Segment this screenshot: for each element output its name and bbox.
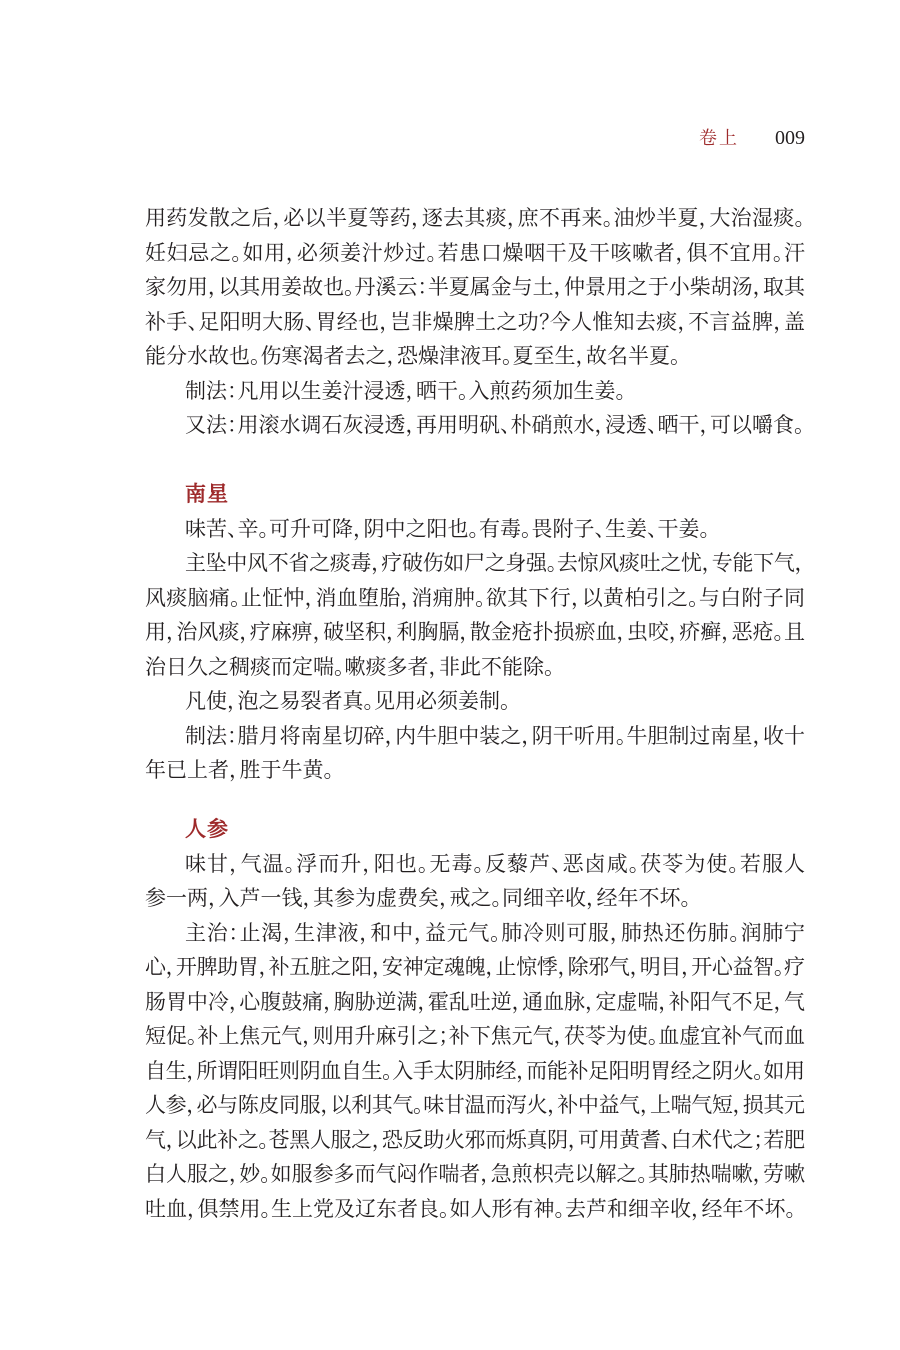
paragraph bbox=[145, 916, 805, 1227]
text-line: 主治：止渴，生津液，和中，益元气。肺冷则可服，肺热还伤肺。润肺宁 bbox=[185, 920, 806, 945]
paragraph bbox=[145, 684, 805, 719]
paragraph bbox=[145, 546, 805, 684]
text-line: 治日久之稠痰而定喘。嗽痰多者，非此不能除。 bbox=[145, 654, 555, 679]
text-line: 风痰脑痛。止怔忡，消血堕胎，消痈肿。欲其下行，以黄柏引之。与白附子同 bbox=[145, 585, 806, 610]
text-line: 气，以此补之。苍黑人服之，恐反助火邪而烁真阴，可用黄耆、白术代之；若肥 bbox=[145, 1127, 805, 1152]
paragraph bbox=[145, 719, 805, 788]
text-line: 能分水故也。伤寒渴者去之，恐燥津液耳。夏至生，故名半夏。 bbox=[145, 344, 681, 368]
text-line: 主坠中风不省之痰毒，疗破伤如尸之身强。去惊风痰吐之忧，专能下气， bbox=[185, 551, 805, 575]
text-line: 补手、足阳明大肠、胃经也，岂非燥脾土之功？今人惟知去痰，不言益脾，盖 bbox=[145, 309, 806, 334]
paragraph bbox=[145, 512, 805, 547]
volume-label: 卷上 bbox=[699, 128, 739, 149]
text-line: 制法：凡用以生姜汁浸透，晒干。入煎药须加生姜。 bbox=[185, 378, 626, 403]
entry-section bbox=[145, 477, 805, 788]
paragraph bbox=[145, 847, 805, 916]
text-line: 味苦、辛。可升可降，阴中之阳也。有毒。畏附子、生姜、干姜。 bbox=[185, 516, 710, 541]
text-line: 用，治风痰，疗麻痹，破坚积，利胸膈，散金疮扑损瘀血，虫咬，疥癣，恶疮。且 bbox=[145, 620, 805, 644]
continued-section bbox=[145, 201, 805, 443]
text-line: 年已上者，胜于牛黄。 bbox=[145, 758, 334, 782]
text-line: 制法：腊月将南星切碎，内牛胆中装之，阴干听用。牛胆制过南星，收十 bbox=[185, 723, 806, 748]
text-line: 白人服之，妙。如服参多而气闷作喘者，急煎枳壳以解之。其肺热喘嗽，劳嗽 bbox=[145, 1162, 805, 1186]
text-line: 凡使，泡之易裂者真。见用必须姜制。 bbox=[185, 689, 511, 713]
text-line: 自生，所谓阳旺则阴血自生。入手太阴肺经，而能补足阳明胃经之阴火。如用 bbox=[145, 1058, 805, 1083]
text-line: 味甘，气温。浮而升，阳也。无毒。反藜芦、恶卤咸。茯苓为使。若服人 bbox=[185, 851, 807, 876]
paragraph bbox=[145, 408, 805, 443]
entry-section bbox=[145, 812, 805, 1226]
text-line: 心，开脾助胃，补五脏之阳，安神定魂魄，止惊悸，除邪气，明目，开心益智。疗 bbox=[145, 955, 805, 979]
text-line: 妊妇忌之。如用，必须姜汁炒过。若患口燥咽干及干咳嗽者，俱不宜用。汗 bbox=[145, 240, 806, 265]
text-line: 肠胃中冷，心腹鼓痛，胸胁逆满，霍乱吐逆，通血脉，定虚喘，补阳气不足，气 bbox=[145, 989, 805, 1014]
page-number: 009 bbox=[775, 127, 805, 149]
text-line: 人参，必与陈皮同服，以利其气。味甘温而泻火，补中益气，上喘气短，损其元 bbox=[145, 1093, 805, 1117]
text-line: 又法：用滚水调石灰浸透，再用明矾、朴硝煎水，浸透、晒干，可以嚼食。 bbox=[185, 413, 805, 437]
paragraph bbox=[145, 374, 805, 409]
paragraph bbox=[145, 201, 805, 374]
running-head bbox=[699, 124, 805, 150]
entry-title: 人参 bbox=[185, 816, 229, 841]
entry-title: 南星 bbox=[185, 481, 229, 506]
text-line: 参一两，入芦一钱，其参为虚费矣，戒之。同细辛收，经年不坏。 bbox=[145, 886, 691, 910]
text-line: 吐血，俱禁用。生上党及辽东者良。如人形有神。去芦和细辛收，经年不坏。 bbox=[145, 1196, 796, 1221]
text-body bbox=[145, 201, 805, 1226]
text-line: 家勿用，以其用姜故也。丹溪云：半夏属金与土，仲景用之于小柴胡汤，取其 bbox=[145, 275, 805, 299]
text-line: 用药发散之后，必以半夏等药，逐去其痰，庶不再来。油炒半夏，大治湿痰。 bbox=[145, 206, 806, 230]
text-line: 短促。补上焦元气，则用升麻引之；补下焦元气，茯苓为使。血虚宜补气而血 bbox=[145, 1024, 805, 1048]
